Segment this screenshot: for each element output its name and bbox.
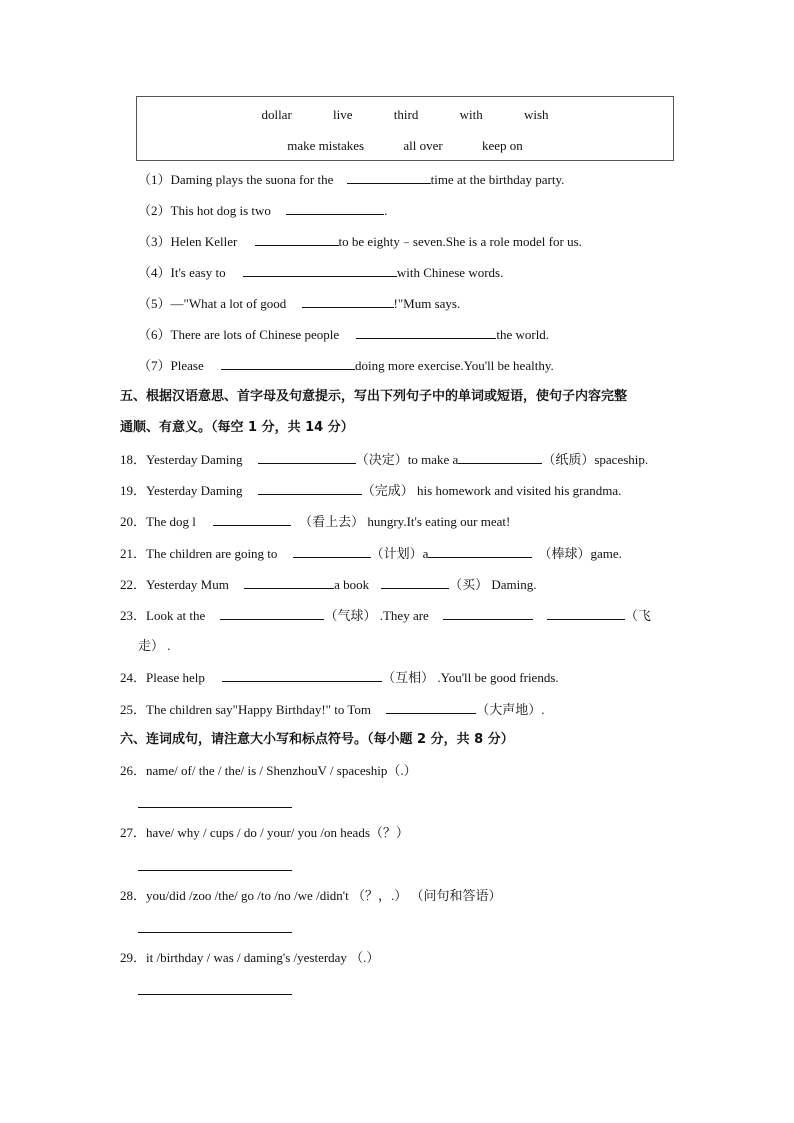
answer-blank[interactable] — [293, 544, 371, 558]
question-text: （互相） .You'll be good friends. — [382, 670, 559, 685]
question-text: （计划）a — [370, 546, 429, 561]
question-item — [138, 263, 503, 282]
answer-blank[interactable] — [220, 606, 324, 620]
question-item — [120, 762, 417, 780]
answer-blank[interactable] — [547, 606, 625, 620]
answer-blank[interactable] — [347, 170, 431, 184]
question-text: （完成） his homework and visited his grandma. — [361, 483, 622, 498]
word-bank-row-2 — [137, 138, 673, 154]
question-number: 19． — [120, 483, 147, 498]
section-heading: 六、连词成句，请注意大小写和标点符号。（每小题 2 分，共 8 分） — [120, 732, 514, 747]
answer-blank[interactable] — [258, 450, 356, 464]
question-text: （买） Daming. — [449, 577, 537, 592]
section-heading: 通顺、有意义。（每空 1 分，共 14 分） — [120, 420, 354, 435]
answer-line[interactable] — [138, 807, 292, 808]
question-number: （6） — [138, 327, 171, 342]
question-text: （决定）to make a — [355, 452, 459, 467]
question-number: 27． — [120, 825, 147, 840]
question-text: （飞 — [624, 608, 651, 623]
question-text: （大声地）. — [476, 702, 545, 717]
question-text: Helen Keller — [170, 234, 238, 249]
answer-blank[interactable] — [386, 700, 476, 714]
word-bank-word: live — [333, 107, 353, 122]
question-item — [138, 232, 582, 251]
question-number: 24． — [120, 670, 147, 685]
question-item — [138, 356, 554, 375]
question-number: （5） — [138, 296, 171, 311]
question-text: time at the birthday party. — [430, 172, 565, 187]
question-number: （7） — [138, 358, 171, 373]
word-bank-word: dollar — [261, 107, 292, 122]
word-bank-word: all over — [403, 138, 443, 153]
answer-blank[interactable] — [258, 481, 362, 495]
question-text: . — [384, 203, 388, 218]
question-item — [120, 824, 409, 842]
question-text: Yesterday Daming — [146, 483, 243, 498]
question-item — [120, 512, 510, 531]
question-text: !"Mum says. — [393, 296, 461, 311]
question-item — [120, 606, 651, 625]
question-text: you/did /zoo /the/ go /to /no /we /didn't （？，.） （问句和答语） — [146, 888, 502, 903]
question-text: —"What a lot of good — [170, 296, 287, 311]
question-number: 28． — [120, 888, 147, 903]
question-item — [120, 700, 545, 719]
question-text: The children are going to — [146, 546, 278, 561]
question-text: with Chinese words. — [396, 265, 504, 280]
answer-line[interactable] — [138, 870, 292, 871]
question-text: Yesterday Daming — [146, 452, 243, 467]
word-bank-word: wish — [523, 107, 549, 122]
question-text: have/ why / cups / do / your/ you /on heads（？） — [146, 825, 409, 840]
question-number: （2） — [138, 203, 171, 218]
word-bank-box — [136, 96, 674, 161]
question-number: （4） — [138, 265, 171, 280]
question-text: It's easy to — [170, 265, 226, 280]
question-text: Yesterday Mum — [146, 577, 229, 592]
question-text: the world. — [496, 327, 550, 342]
question-item — [120, 481, 621, 500]
question-number: （3） — [138, 234, 171, 249]
word-bank-word: make mistakes — [287, 138, 365, 153]
question-text: Daming plays the suona for the — [170, 172, 334, 187]
answer-blank[interactable] — [243, 263, 397, 277]
question-text: doing more exercise.You'll be healthy. — [354, 358, 554, 373]
question-text: a book — [334, 577, 370, 592]
answer-blank[interactable] — [244, 575, 334, 589]
section-heading: 五、根据汉语意思、首字母及句意提示，写出下列句子中的单词或短语，使句子内容完整 — [120, 389, 628, 404]
question-number: 18． — [120, 452, 147, 467]
answer-blank[interactable] — [222, 668, 382, 682]
answer-blank[interactable] — [443, 606, 533, 620]
question-item — [138, 325, 549, 344]
question-number: （1） — [138, 172, 171, 187]
question-text: name/ of/ the / the/ is / ShenzhouV / spaceship（.） — [146, 763, 417, 778]
question-text: This hot dog is two — [170, 203, 271, 218]
question-number: 29． — [120, 950, 147, 965]
question-continuation: 走） . — [138, 638, 171, 653]
answer-blank[interactable] — [286, 201, 384, 215]
answer-blank[interactable] — [213, 512, 291, 526]
answer-blank[interactable] — [255, 232, 339, 246]
question-text: There are lots of Chinese people — [170, 327, 340, 342]
question-text: The children say"Happy Birthday!" to Tom — [146, 702, 372, 717]
answer-line[interactable] — [138, 994, 292, 995]
question-item — [120, 544, 622, 563]
question-number: 23． — [120, 608, 147, 623]
question-item — [138, 294, 460, 313]
question-text: to be eighty﹣seven.She is a role model for us. — [338, 234, 582, 249]
question-text: （看上去） hungry.It's eating our meat! — [299, 514, 511, 529]
question-text: （气球） .They are — [324, 608, 429, 623]
answer-line[interactable] — [138, 932, 292, 933]
question-number: 22． — [120, 577, 147, 592]
question-item — [138, 170, 564, 189]
answer-blank[interactable] — [381, 575, 449, 589]
question-text: Look at the — [146, 608, 206, 623]
answer-blank[interactable] — [302, 294, 394, 308]
question-item — [120, 450, 648, 469]
word-bank-word: with — [459, 107, 483, 122]
question-item — [120, 949, 379, 967]
question-number: 26． — [120, 763, 147, 778]
question-number: 21． — [120, 546, 147, 561]
question-number: 25． — [120, 702, 147, 717]
question-item — [138, 201, 387, 220]
question-text: （纸质）spaceship. — [542, 452, 649, 467]
word-bank-word: keep on — [481, 138, 523, 153]
word-bank-row-1 — [137, 107, 673, 123]
answer-blank[interactable] — [221, 356, 355, 370]
answer-blank[interactable] — [458, 450, 542, 464]
question-item — [120, 575, 537, 594]
question-item — [120, 887, 502, 905]
answer-blank[interactable] — [428, 544, 532, 558]
question-text: （棒球）game. — [538, 546, 622, 561]
question-text: it /birthday / was / daming's /yesterday （.） — [146, 950, 380, 965]
question-number: 20． — [120, 514, 147, 529]
question-text: Please — [170, 358, 204, 373]
question-text: Please help — [146, 670, 205, 685]
question-text: The dog l — [146, 514, 196, 529]
question-item — [120, 668, 559, 687]
answer-blank[interactable] — [356, 325, 496, 339]
word-bank-word: third — [393, 107, 419, 122]
